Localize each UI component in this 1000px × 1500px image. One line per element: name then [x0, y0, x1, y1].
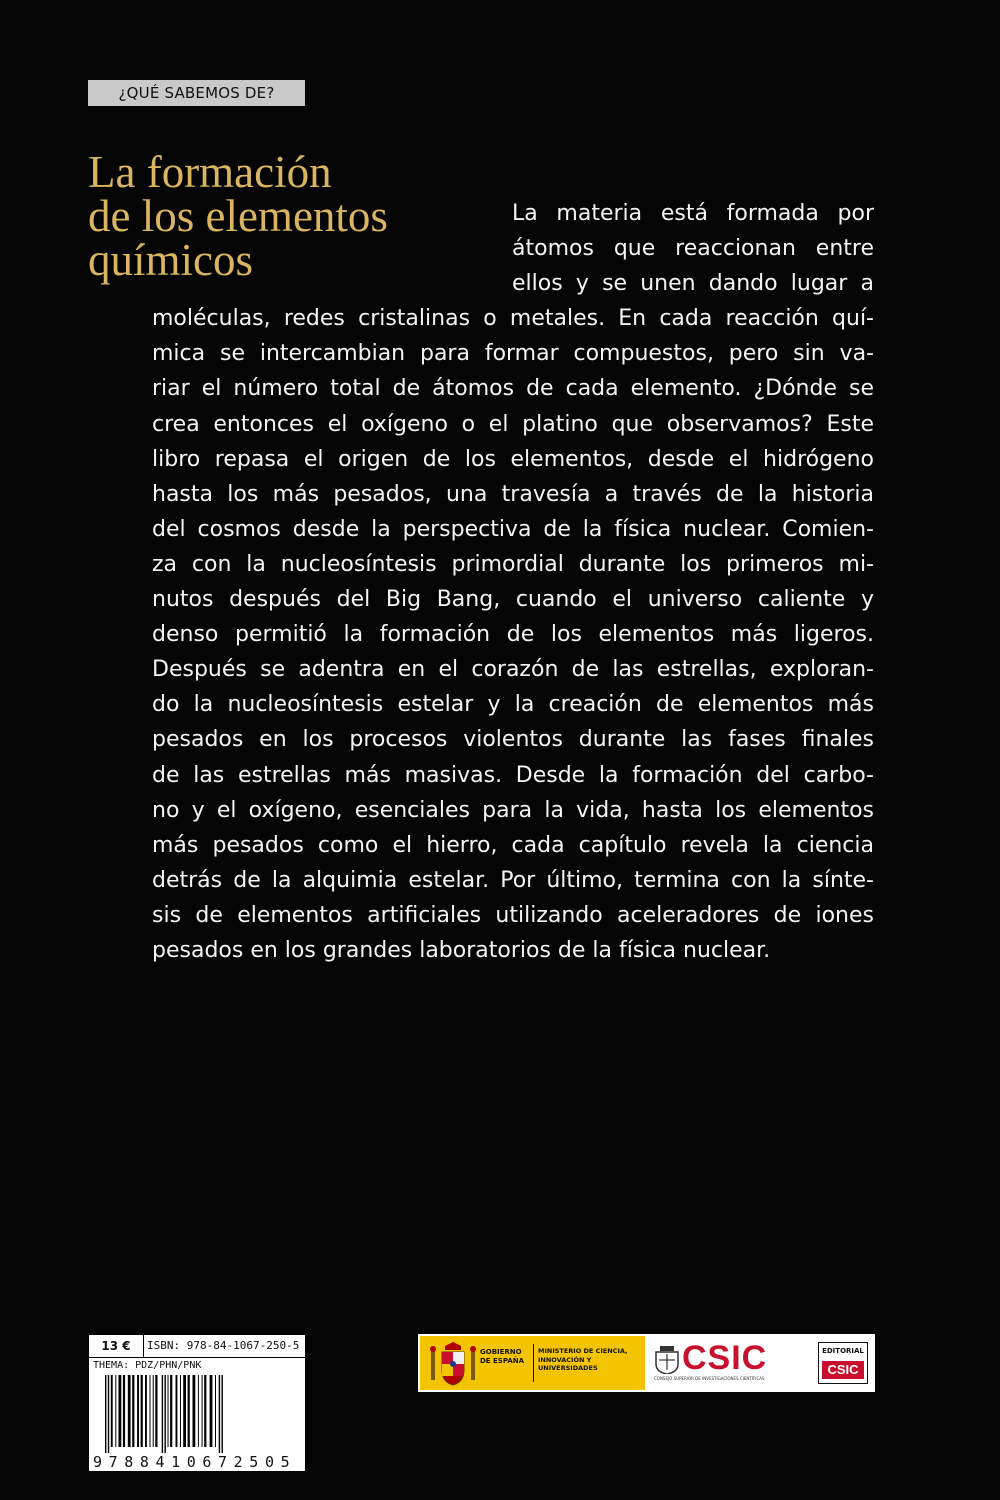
blurb-line: del cosmos desde la perspectiva de la física nuclear. Comien-	[152, 516, 874, 542]
title-line: químicos	[88, 235, 253, 285]
blurb-line: hasta los más pesados, una travesía a través de la historia	[152, 481, 874, 507]
blurb-line: pesados en los procesos violentos durante las fases finales	[152, 727, 874, 753]
title-line: de los elementos	[88, 191, 388, 241]
logo-divider	[533, 1344, 534, 1382]
blurb-line: detrás de la alquimia estelar. Por último, termina con la sínte-	[152, 867, 874, 893]
ministerio-label: MINISTERIO DE CIENCIA, INNOVACIÓN Y UNIVERSIDADES	[538, 1347, 628, 1372]
editorial-csic-label: CSIC	[822, 1361, 864, 1379]
series-tag: ¿QUÉ SABEMOS DE?	[88, 80, 305, 106]
barcode-box	[88, 1334, 306, 1472]
csic-full-name: CONSEJO SUPERIOR DE INVESTIGACIONES CIENTÍFICAS	[654, 1376, 765, 1381]
blurb-line: más pesados como el hierro, cada capítulo revela la ciencia	[152, 832, 874, 858]
coat-of-arms-icon	[428, 1342, 478, 1386]
government-logo	[420, 1336, 645, 1390]
blurb-line: sis de elementos artificiales utilizando aceleradores de iones	[152, 902, 874, 928]
blurb-line: za con la nucleosíntesis primordial durante los primeros mi-	[152, 551, 874, 577]
editorial-label: EDITORIAL	[822, 1347, 864, 1355]
title-line: La formación	[88, 147, 332, 197]
csic-logo: CSIC	[682, 1339, 768, 1377]
blurb-line: átomos que reaccionan entre	[512, 236, 874, 262]
blurb-line: mica se intercambian para formar compuestos, pero sin va-	[152, 341, 874, 367]
blurb-line: denso permitió la formación de los elementos más ligeros.	[152, 622, 874, 648]
blurb-line: Después se adentra en el corazón de las estrellas, exploran-	[152, 657, 874, 683]
ean-digits: 9788410672505	[93, 1453, 297, 1471]
blurb-line: no y el oxígeno, esenciales para la vida, hasta los elementos	[152, 797, 874, 823]
isbn-label: ISBN: 978-84-1067-250-5	[147, 1339, 300, 1352]
blurb-line: crea entonces el oxígeno o el platino que observamos? Este	[152, 411, 874, 437]
blurb-line: riar el número total de átomos de cada elemento. ¿Dónde se	[152, 376, 874, 402]
blurb-line: nutos después del Big Bang, cuando el universo caliente y	[152, 587, 874, 613]
blurb-line: moléculas, redes cristalinas o metales. En cada reacción quí-	[152, 306, 874, 332]
gobierno-label: GOBIERNO DE ESPAÑA	[480, 1348, 525, 1365]
publisher-logos	[418, 1334, 875, 1392]
back-cover-blurb	[152, 196, 874, 968]
blurb-line: La materia está formada por	[512, 201, 874, 226]
price-label: 13 €	[89, 1335, 144, 1358]
blurb-line: pesados en los grandes laboratorios de la física nuclear.	[152, 937, 771, 963]
blurb-line: de las estrellas más masivas. Desde la formación del carbo-	[152, 762, 874, 788]
barcode-icon	[103, 1375, 295, 1453]
thema-label: THEMA: PDZ/PHN/PNK	[93, 1360, 202, 1371]
blurb-line: libro repasa el origen de los elementos, desde el hidrógeno	[152, 446, 874, 472]
blurb-line: do la nucleosíntesis estelar y la creación de elementos más	[152, 692, 874, 718]
editorial-csic-logo	[818, 1342, 868, 1384]
isbn-divider	[89, 1357, 305, 1358]
csic-emblem-icon	[654, 1346, 680, 1374]
blurb-line: ellos y se unen dando lugar a	[512, 271, 874, 297]
